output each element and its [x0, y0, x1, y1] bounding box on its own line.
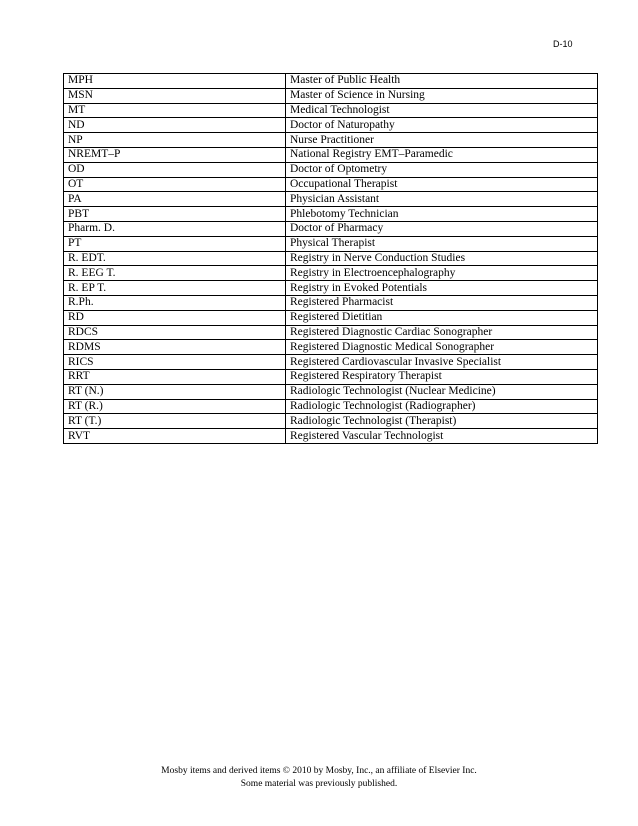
abbreviation-cell: PT [64, 236, 286, 251]
abbreviation-cell: MPH [64, 74, 286, 89]
abbreviation-cell: OT [64, 177, 286, 192]
copyright-line: Mosby items and derived items © 2010 by Mosby, Inc., an affiliate of Elsevier Inc. [161, 766, 477, 776]
abbreviation-cell: RDMS [64, 340, 286, 355]
table-row [64, 221, 598, 236]
table-row [64, 399, 598, 414]
abbreviation-cell: NREMT–P [64, 147, 286, 162]
table-row [64, 295, 598, 310]
abbreviation-cell: RDCS [64, 325, 286, 340]
table-row [64, 118, 598, 133]
abbreviation-cell: MSN [64, 88, 286, 103]
abbreviation-cell: PA [64, 192, 286, 207]
meaning-cell: Registry in Electroencephalography [286, 266, 598, 281]
table-row [64, 74, 598, 89]
table-row [64, 162, 598, 177]
meaning-cell: Doctor of Optometry [286, 162, 598, 177]
abbreviation-cell: RVT [64, 429, 286, 444]
table-row [64, 429, 598, 444]
meaning-cell: Registry in Nerve Conduction Studies [286, 251, 598, 266]
abbreviation-cell: MT [64, 103, 286, 118]
meaning-cell: Registered Diagnostic Medical Sonographer [286, 340, 598, 355]
table-row [64, 369, 598, 384]
table-row [64, 88, 598, 103]
abbreviation-cell: ND [64, 118, 286, 133]
abbreviation-cell: R.Ph. [64, 295, 286, 310]
table-row [64, 281, 598, 296]
table-row [64, 340, 598, 355]
table-row [64, 236, 598, 251]
abbreviation-table [63, 73, 598, 444]
meaning-cell: Radiologic Technologist (Radiographer) [286, 399, 598, 414]
meaning-cell: Phlebotomy Technician [286, 207, 598, 222]
table-row [64, 384, 598, 399]
meaning-cell: Radiologic Technologist (Nuclear Medicine) [286, 384, 598, 399]
abbreviation-cell: RD [64, 310, 286, 325]
abbreviation-cell: RT (N.) [64, 384, 286, 399]
table-row [64, 251, 598, 266]
abbreviation-cell: RT (T.) [64, 414, 286, 429]
abbreviation-cell: NP [64, 133, 286, 148]
table-row [64, 414, 598, 429]
abbreviation-cell: RICS [64, 355, 286, 370]
meaning-cell: Physician Assistant [286, 192, 598, 207]
meaning-cell: National Registry EMT–Paramedic [286, 147, 598, 162]
meaning-cell: Registered Respiratory Therapist [286, 369, 598, 384]
meaning-cell: Medical Technologist [286, 103, 598, 118]
meaning-cell: Registered Diagnostic Cardiac Sonographer [286, 325, 598, 340]
meaning-cell: Master of Science in Nursing [286, 88, 598, 103]
meaning-cell: Registered Cardiovascular Invasive Specialist [286, 355, 598, 370]
table-row [64, 147, 598, 162]
page-number: D-10 [553, 39, 573, 49]
table-row [64, 355, 598, 370]
abbreviation-cell: OD [64, 162, 286, 177]
table-row [64, 310, 598, 325]
abbreviation-cell: PBT [64, 207, 286, 222]
table-row [64, 177, 598, 192]
meaning-cell: Occupational Therapist [286, 177, 598, 192]
copyright-footer [0, 765, 638, 791]
abbreviation-cell: Pharm. D. [64, 221, 286, 236]
meaning-cell: Doctor of Pharmacy [286, 221, 598, 236]
table-row [64, 266, 598, 281]
abbreviation-cell: RRT [64, 369, 286, 384]
table-row [64, 325, 598, 340]
publication-note: Some material was previously published. [240, 779, 398, 789]
table-row [64, 207, 598, 222]
meaning-cell: Registered Pharmacist [286, 295, 598, 310]
abbreviation-cell: RT (R.) [64, 399, 286, 414]
abbreviation-cell: R. EEG T. [64, 266, 286, 281]
table-row [64, 133, 598, 148]
abbreviation-table-body [64, 74, 598, 444]
meaning-cell: Nurse Practitioner [286, 133, 598, 148]
meaning-cell: Master of Public Health [286, 74, 598, 89]
meaning-cell: Physical Therapist [286, 236, 598, 251]
meaning-cell: Registered Vascular Technologist [286, 429, 598, 444]
abbreviation-cell: R. EP T. [64, 281, 286, 296]
meaning-cell: Registered Dietitian [286, 310, 598, 325]
abbreviation-cell: R. EDT. [64, 251, 286, 266]
table-row [64, 103, 598, 118]
meaning-cell: Doctor of Naturopathy [286, 118, 598, 133]
table-row [64, 192, 598, 207]
meaning-cell: Registry in Evoked Potentials [286, 281, 598, 296]
meaning-cell: Radiologic Technologist (Therapist) [286, 414, 598, 429]
